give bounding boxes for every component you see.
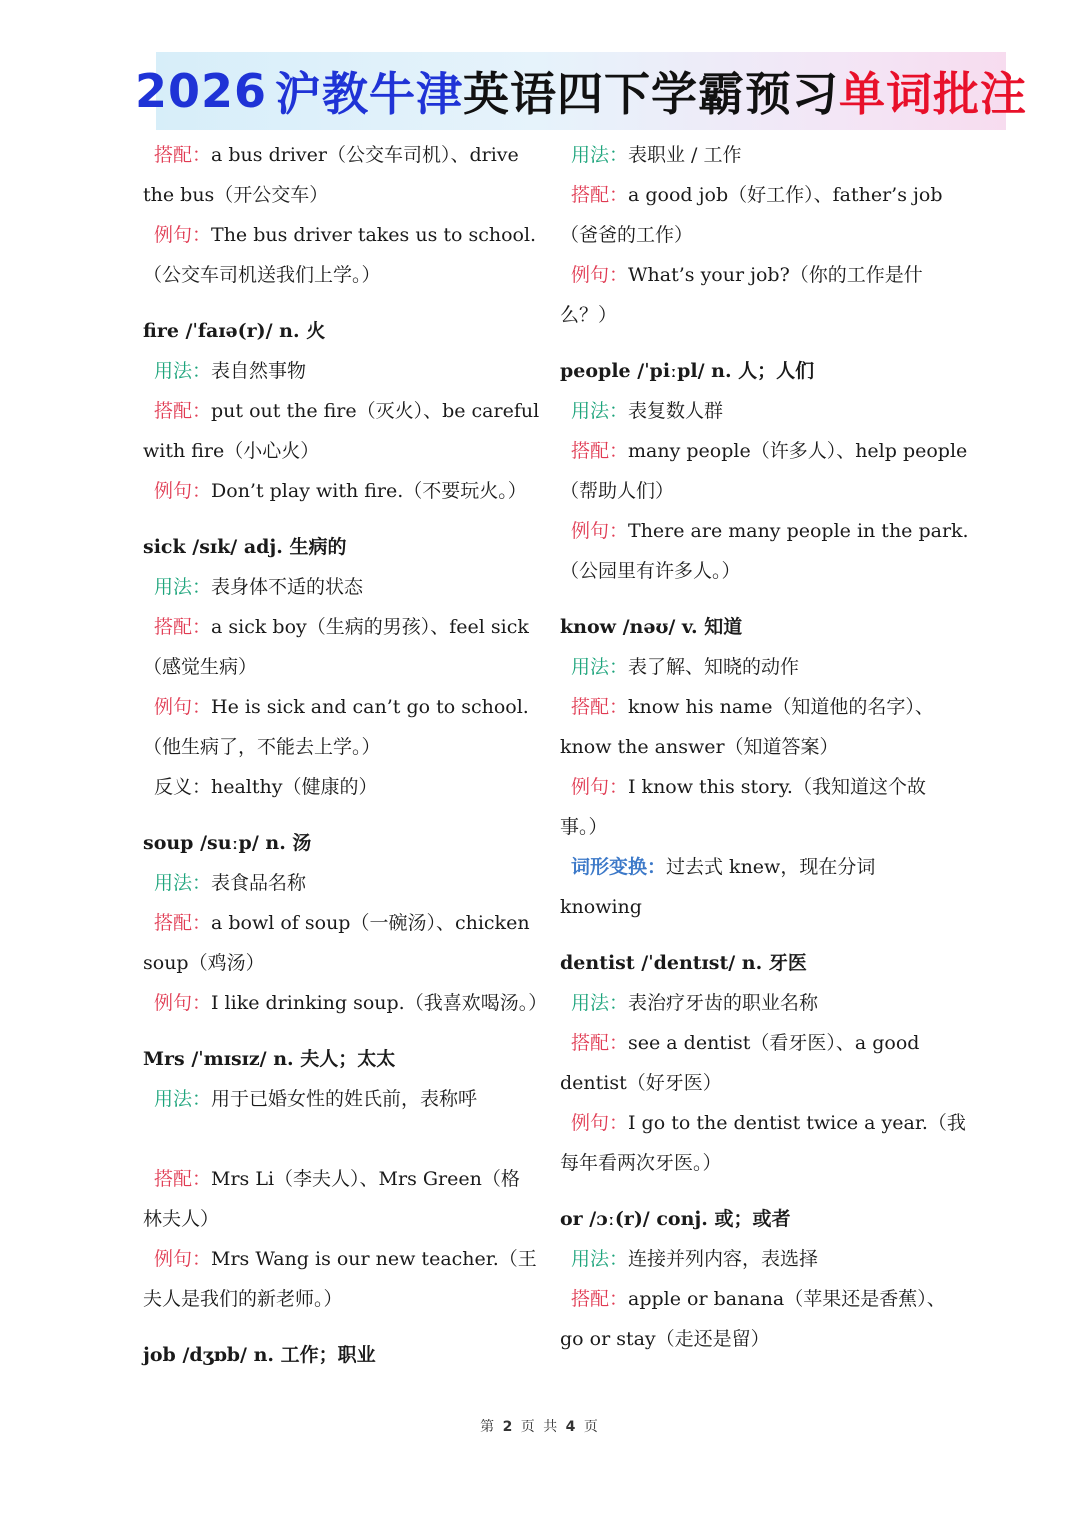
mrs-collocation-line-2: 林夫人） (143, 1208, 220, 1230)
sick-antonym: 反义：healthy（健康的） (154, 776, 378, 798)
entry-heading-sick: sick /sɪk/ adj. 生病的 (143, 536, 347, 558)
total-page-count: 4 (565, 1419, 578, 1435)
right-column (560, 135, 969, 1359)
dentist-usage: 用法：表治疗牙齿的职业名称 (571, 992, 819, 1014)
bus-collocation-line-2: the bus（开公交车） (143, 184, 329, 206)
title-part-2: 英语四下学霸预习 (463, 67, 840, 121)
entry-heading-mrs: Mrs /ˈmɪsɪz/ n. 夫人；太太 (143, 1048, 396, 1070)
title-banner (134, 52, 1028, 130)
know-example-line-1: 例句：I know this story.（我知道这个故 (571, 776, 926, 798)
sick-collocation-line-1: 搭配：a sick boy（生病的男孩）、feel sick (154, 616, 529, 638)
know-collocation-line-2: know the answer（知道答案） (560, 736, 839, 758)
bus-collocation-line-1: 搭配：a bus driver（公交车司机）、drive (154, 144, 519, 166)
footer-suffix: 页 (583, 1419, 600, 1435)
job-example-line-2: 么？） (560, 304, 618, 326)
job-example-line-1: 例句：What’s your job?（你的工作是什 (571, 264, 923, 286)
footer-prefix: 第 (480, 1419, 497, 1435)
entry-heading-people: people /ˈpiːpl/ n. 人；人们 (560, 360, 815, 382)
dentist-collocation-line-1: 搭配：see a dentist（看牙医）、a good (571, 1032, 920, 1054)
people-usage: 用法：表复数人群 (571, 400, 724, 422)
entry-heading-or: or /ɔː(r)/ conj. 或；或者 (560, 1208, 791, 1230)
mrs-usage: 用法：用于已婚女性的姓氏前，表称呼 (154, 1088, 478, 1110)
soup-usage: 用法：表食品名称 (154, 872, 307, 894)
bus-example-line-1: 例句：The bus driver takes us to school. (154, 224, 537, 246)
sick-usage: 用法：表身体不适的状态 (154, 576, 364, 598)
fire-example-line-1: 例句：Don’t play with fire.（不要玩火。） (154, 480, 527, 502)
entry-heading-dentist: dentist /ˈdentɪst/ n. 牙医 (560, 952, 807, 974)
soup-example-line-1: 例句：I like drinking soup.（我喜欢喝汤。） (154, 992, 548, 1014)
soup-collocation-line-2: soup（鸡汤） (143, 952, 265, 974)
soup-collocation-line-1: 搭配：a bowl of soup（一碗汤）、chicken (154, 912, 530, 934)
sick-example-line-2: （他生病了，不能去上学。） (143, 736, 381, 758)
know-word-forms-line-2: knowing (560, 896, 642, 918)
entry-heading-fire: fire /ˈfaɪə(r)/ n. 火 (143, 320, 326, 342)
dentist-example-line-1: 例句：I go to the dentist twice a year.（我 (571, 1112, 966, 1134)
mrs-collocation-line-1: 搭配：Mrs Li（李夫人）、Mrs Green（格 (154, 1168, 520, 1190)
know-word-forms-line-1: 词形变换：过去式 knew，现在分词 (571, 856, 876, 878)
or-usage: 用法：连接并列内容，表选择 (571, 1248, 819, 1270)
current-page-number: 2 (502, 1419, 515, 1435)
job-collocation-line-1: 搭配：a good job（好工作）、father’s job (571, 184, 943, 206)
know-collocation-line-1: 搭配：know his name（知道他的名字）、 (571, 696, 934, 718)
fire-collocation-line-2: with fire（小心火） (143, 440, 320, 462)
people-example-line-2: （公园里有许多人。） (560, 560, 741, 582)
entry-heading-know: know /nəʊ/ v. 知道 (560, 616, 743, 638)
people-collocation-line-2: （帮助人们） (560, 480, 675, 502)
title-part-1: 沪教牛津 (275, 67, 464, 121)
know-example-line-2: 事。） (560, 816, 608, 838)
mrs-example-line-2: 夫人是我们的新老师。） (143, 1288, 343, 1310)
left-column (143, 135, 548, 1375)
or-collocation-line-1: 搭配：apple or banana（苹果还是香蕉）、 (571, 1288, 946, 1310)
know-usage: 用法：表了解、知晓的动作 (571, 656, 800, 678)
page-footer (0, 1416, 1080, 1436)
entry-heading-soup: soup /suːp/ n. 汤 (143, 832, 312, 854)
people-collocation-line-1: 搭配：many people（许多人）、help people (571, 440, 968, 462)
sick-example-line-1: 例句：He is sick and can’t go to school. (154, 696, 529, 718)
fire-collocation-line-1: 搭配：put out the fire（灭火）、be careful (154, 400, 540, 422)
job-collocation-line-2: （爸爸的工作） (560, 224, 694, 246)
entry-heading-job: job /dʒɒb/ n. 工作；职业 (143, 1344, 376, 1366)
people-example-line-1: 例句：There are many people in the park. (571, 520, 969, 542)
dentist-collocation-line-2: dentist（好牙医） (560, 1072, 722, 1094)
job-usage: 用法：表职业 / 工作 (571, 144, 742, 166)
dentist-example-line-2: 每年看两次牙医。） (560, 1152, 722, 1174)
footer-middle: 页 共 (520, 1419, 560, 1435)
title-year: 2026 (134, 64, 268, 118)
mrs-example-line-1: 例句：Mrs Wang is our new teacher.（王 (154, 1248, 537, 1270)
title-part-3: 单词批注 (839, 67, 1028, 121)
bus-example-line-2: （公交车司机送我们上学。） (143, 264, 381, 286)
sick-collocation-line-2: （感觉生病） (143, 656, 258, 678)
or-collocation-line-2: go or stay（走还是留） (560, 1328, 770, 1350)
fire-usage: 用法：表自然事物 (154, 360, 307, 382)
